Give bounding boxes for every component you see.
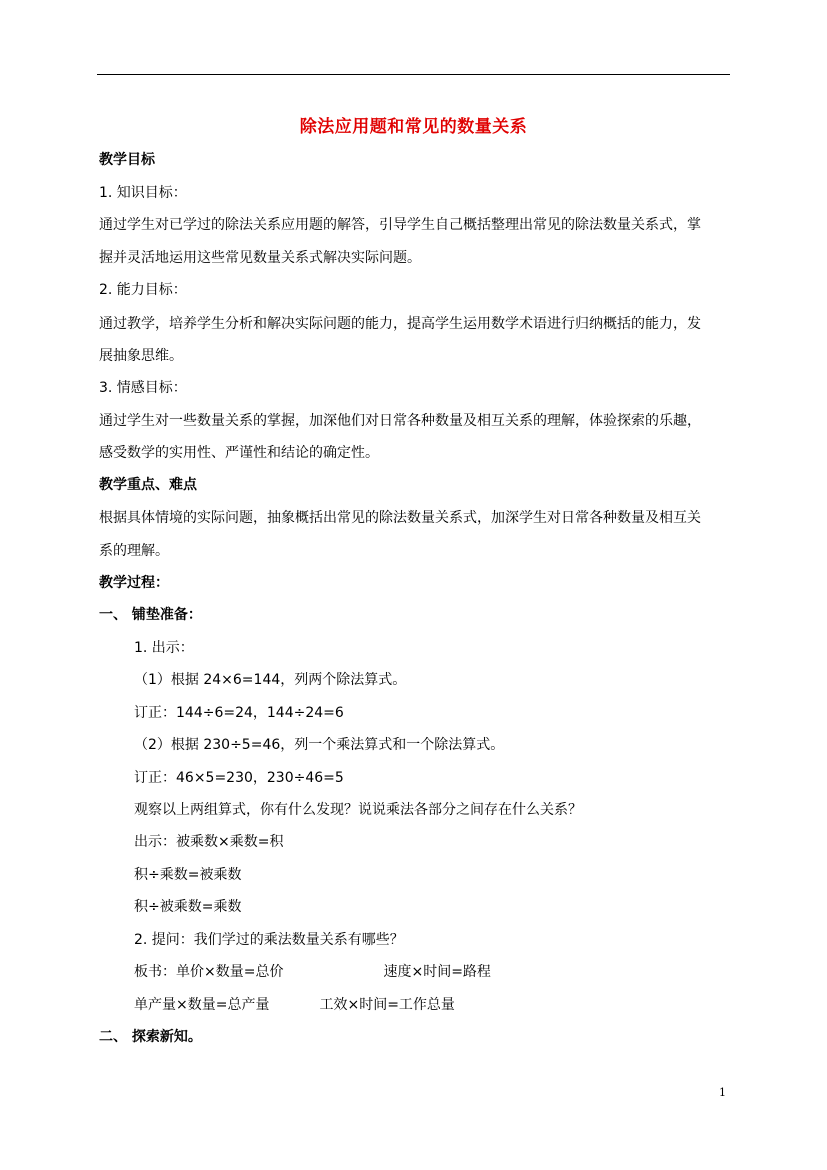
objective-2-label: 2. 能力目标： bbox=[99, 282, 187, 298]
keypoints-text-line-2: 系的理解。 bbox=[99, 543, 169, 559]
keypoints-text-line-1: 根据具体情境的实际问题，抽象概括出常见的除法数量关系式，加深学生对日常各种数量及相互关 bbox=[99, 510, 701, 526]
process-heading: 教学过程： bbox=[99, 575, 169, 591]
section-1-board-row-1 bbox=[134, 962, 491, 982]
board-formula-work-rate: 工效×时间=工作总量 bbox=[319, 997, 455, 1013]
objective-2-text-line-2: 展抽象思维。 bbox=[99, 348, 183, 364]
section-1-show-3: 积÷被乘数=乘数 bbox=[134, 899, 242, 915]
objective-2-text-line-1: 通过教学，培养学生分析和解决实际问题的能力，提高学生运用数学术语进行归纳概括的能力，发 bbox=[99, 316, 701, 332]
section-1-question-2: （2）根据 230÷5=46，列一个乘法算式和一个除法算式。 bbox=[134, 737, 505, 753]
section-1-board-row-2 bbox=[134, 995, 455, 1015]
section-1-item-1: 1. 出示： bbox=[134, 640, 194, 656]
section-1-observe: 观察以上两组算式，你有什么发现？说说乘法各部分之间存在什么关系？ bbox=[134, 802, 582, 818]
objectives-heading: 教学目标 bbox=[99, 152, 155, 168]
board-formula-speed: 速度×时间=路程 bbox=[383, 964, 491, 980]
keypoints-heading: 教学重点、难点 bbox=[99, 477, 197, 493]
section-1-answer-2: 订正：46×5=230，230÷46=5 bbox=[134, 770, 344, 786]
objective-1-text-line-2: 握并灵活地运用这些常见数量关系式解决实际问题。 bbox=[99, 250, 421, 266]
section-1-question-1: （1）根据 24×6=144，列两个除法算式。 bbox=[134, 672, 407, 688]
objective-3-text-line-2: 感受数学的实用性、严谨性和结论的确定性。 bbox=[99, 445, 379, 461]
objective-1-text-line-1: 通过学生对已学过的除法关系应用题的解答，引导学生自己概括整理出常见的除法数量关系式，掌 bbox=[99, 217, 701, 233]
section-1-heading: 一、 铺垫准备： bbox=[99, 607, 202, 623]
section-1-item-2: 2. 提问：我们学过的乘法数量关系有哪些？ bbox=[134, 932, 404, 948]
header-rule bbox=[97, 74, 730, 75]
board-formula-yield: 单产量×数量=总产量 bbox=[134, 997, 270, 1013]
document-title: 除法应用题和常见的数量关系 bbox=[299, 117, 528, 137]
objective-3-text-line-1: 通过学生对一些数量关系的掌握，加深他们对日常各种数量及相互关系的理解，体验探索的乐趣， bbox=[99, 413, 701, 429]
page-number: 1 bbox=[719, 1086, 726, 1099]
objective-1-label: 1. 知识目标： bbox=[99, 185, 187, 201]
objective-3-label: 3. 情感目标： bbox=[99, 380, 187, 396]
section-2-heading: 二、 探索新知。 bbox=[99, 1029, 202, 1045]
board-formula-unit-price: 板书：单价×数量=总价 bbox=[134, 964, 284, 980]
section-1-answer-1: 订正：144÷6=24，144÷24=6 bbox=[134, 705, 344, 721]
section-1-show-2: 积÷乘数=被乘数 bbox=[134, 867, 242, 883]
section-1-show-1: 出示：被乘数×乘数=积 bbox=[134, 834, 284, 850]
